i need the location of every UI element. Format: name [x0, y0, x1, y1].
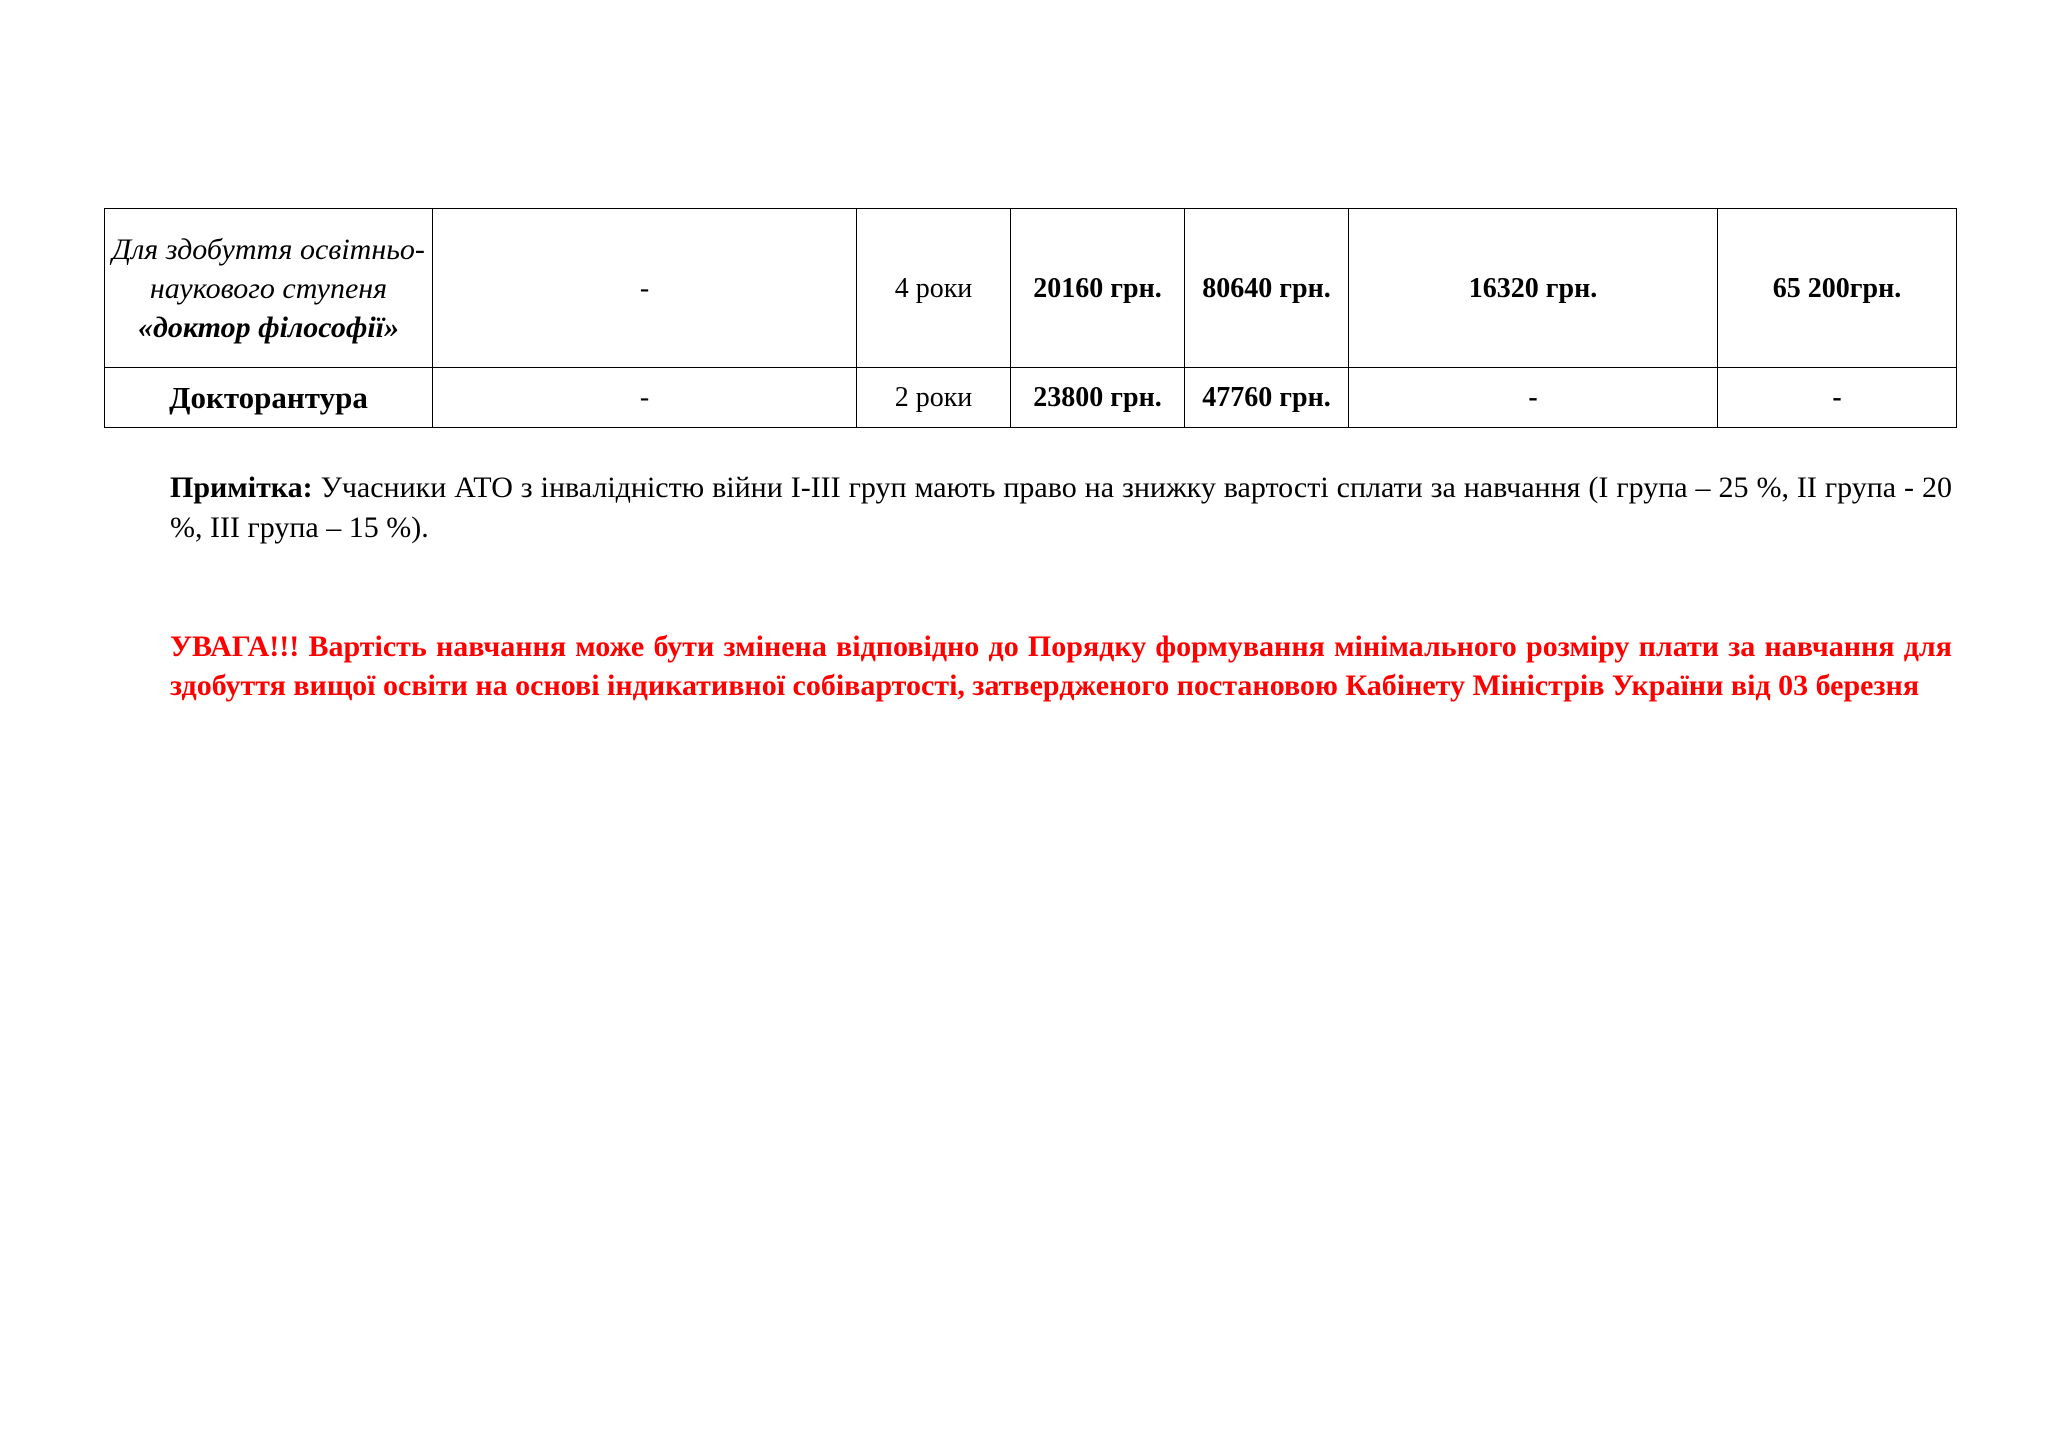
- year-cost-cell: 23800 грн.: [1011, 368, 1185, 428]
- table-cell: -: [433, 209, 857, 368]
- table-cell: -: [1718, 368, 1957, 428]
- table-row: [105, 209, 1957, 368]
- table-cell: 16320 грн.: [1349, 209, 1718, 368]
- note-label: Примітка:: [170, 471, 313, 504]
- total-cost-cell: 80640 грн.: [1185, 209, 1349, 368]
- note-paragraph: [170, 468, 1952, 548]
- program-name-cell: Докторантура: [105, 368, 433, 428]
- program-name-text: Для здобуття освітньо-наукового ступеня: [112, 232, 425, 305]
- note-text: Учасники АТО з інвалідністю війни І-ІІІ груп мають право на знижку вартості сплати за навчання (І група – 25 %, ІІ група - 20 %, ІІІ група – 15 %).: [170, 471, 1952, 544]
- program-degree-emphasis: «доктор філософії»: [137, 310, 400, 344]
- duration-cell: 4 роки: [857, 209, 1011, 368]
- table-row: [105, 368, 1957, 428]
- year-cost-cell: 20160 грн.: [1011, 209, 1185, 368]
- program-name-cell: [105, 209, 433, 368]
- table-cell: -: [1349, 368, 1718, 428]
- total-cost-cell: 47760 грн.: [1185, 368, 1349, 428]
- warning-paragraph: УВАГА!!! Вартість навчання може бути змінена відповідно до Порядку формування мінімального розміру плати за навчання для здобуття вищої освіти на основі індикативної собівартості, затвердженого постановою Кабінету Міністрів України від 03 березня: [170, 630, 1952, 702]
- tuition-fee-table: [104, 208, 1957, 428]
- table-cell: -: [433, 368, 857, 428]
- table-cell: 65 200грн.: [1718, 209, 1957, 368]
- duration-cell: 2 роки: [857, 368, 1011, 428]
